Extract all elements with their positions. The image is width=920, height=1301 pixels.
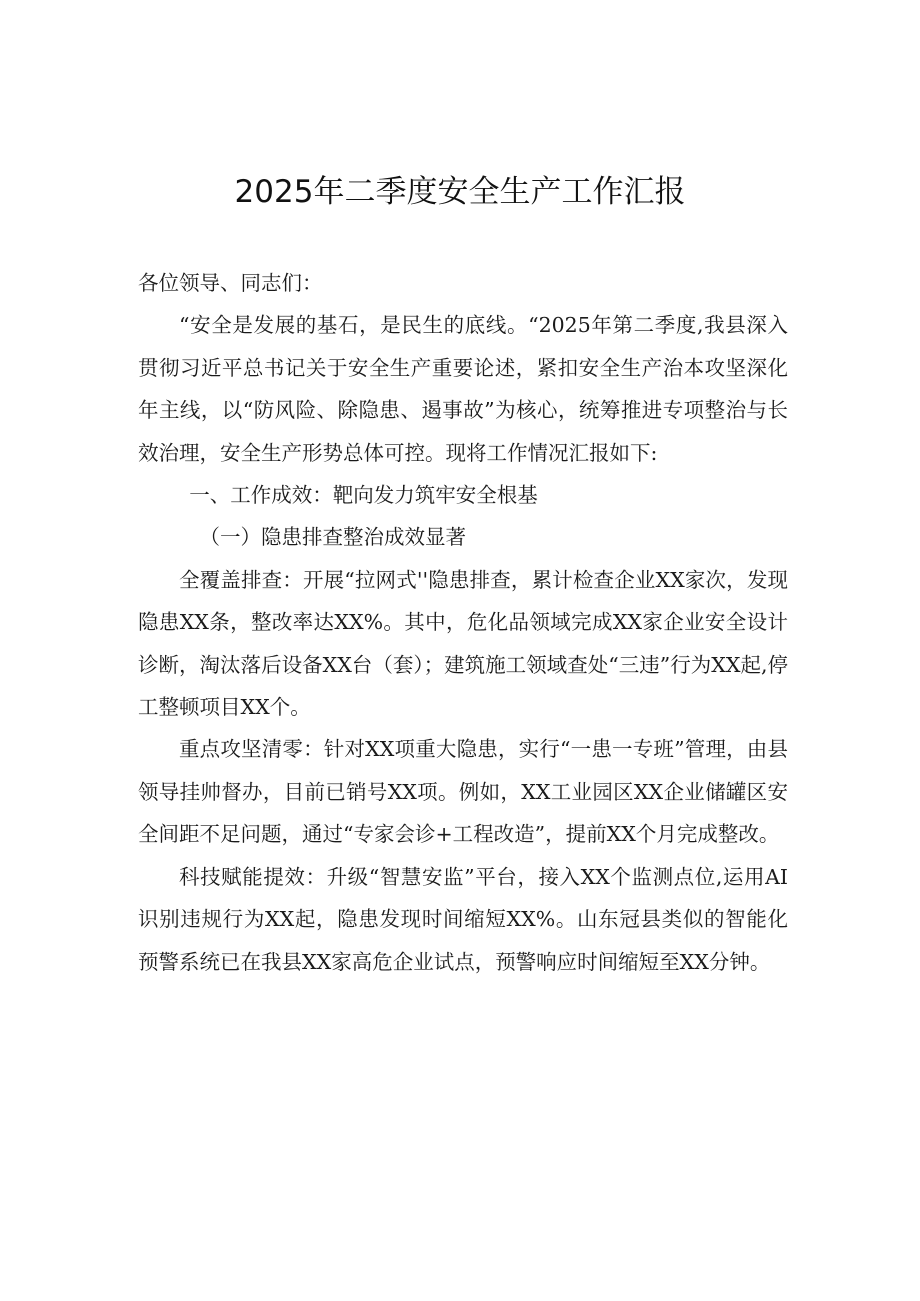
intro-paragraph: “安全是发展的基石，是民生的底线。“2025年第二季度,我县深入贯彻习近平总书记关于安全生产重要论述，紧扣安全生产治本攻坚深化年主线，以“防风险、除隐患、遏事故”为核心，统筹推进专项整治与长效治理，安全生产形势总体可控。现将工作情况汇报如下: — [138, 313, 788, 465]
salutation: 各位领导、同志们： — [138, 271, 323, 295]
paragraph-key-tackling: 重点攻坚清零：针对XX项重大隐患，实行“一患一专班”管理，由县领导挂帅督办，目前已销号XX项。例如，XX工业园区XX企业储罐区安全间距不足问题，通过“专家会诊+工程改造”，提前XX个月完成整改。 — [138, 737, 788, 847]
document-title: 2025年二季度安全生产工作汇报 — [234, 174, 686, 210]
subsection-heading-1: （一）隐患排查整治成效显著 — [199, 525, 466, 550]
paragraph-tech: 科技赋能提效：升级“智慧安监”平台，接入XX个监测点位,运用AI识别违规行为XX起，隐患发现时间缩短XX%。山东冠县类似的智能化预警系统已在我县XX家高危企业试点，预警响应时间缩短至XX分钟。 — [138, 864, 788, 974]
document-body — [138, 262, 788, 983]
paragraph-full-coverage: 全覆盖排查：开展“拉网式''隐患排查，累计检查企业XX家次，发现隐患XX条，整改率达XX%。其中，危化品领域完成XX家企业安全设计诊断，淘汰落后设备XX台（套）；建筑施工领域查处“三违”行为XX起,停工整顿项目XX个。 — [138, 567, 788, 720]
section-heading-1: 一、工作成效：靶向发力筑牢安全根基 — [189, 483, 538, 508]
